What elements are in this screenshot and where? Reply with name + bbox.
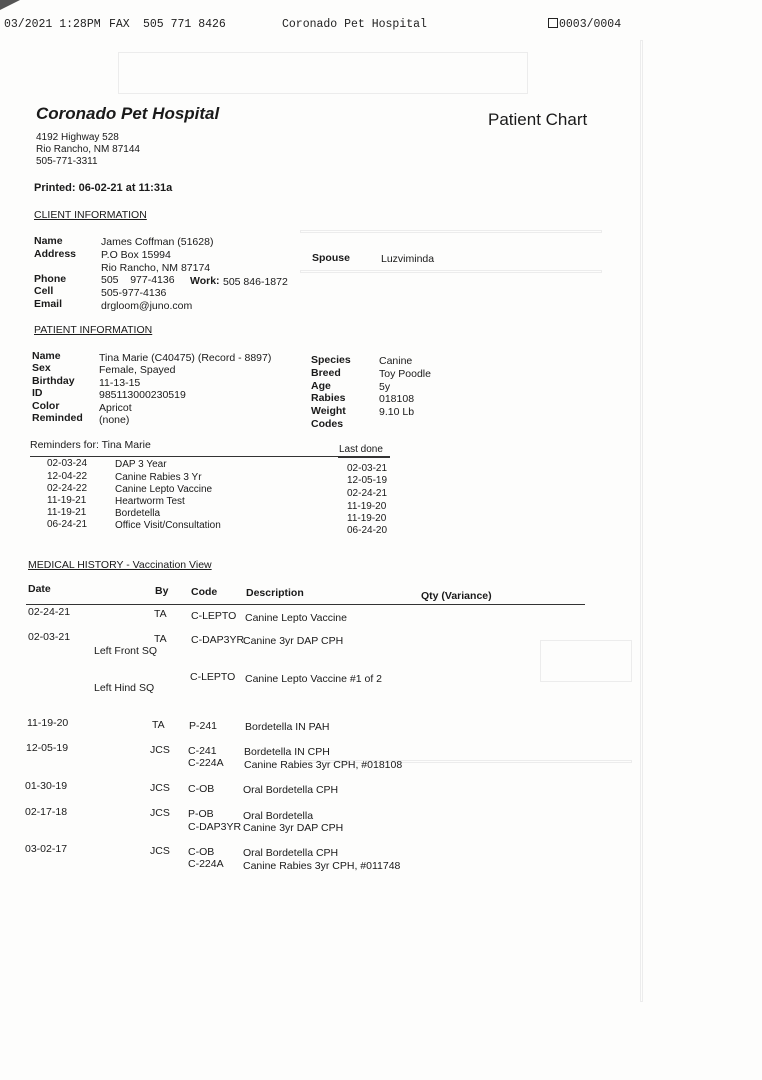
reminder-due: 12-04-22 bbox=[47, 471, 88, 482]
patient-label: Breed bbox=[311, 367, 341, 379]
history-site: Left Hind SQ bbox=[94, 682, 155, 694]
history-description: Oral Bordetella CPH bbox=[243, 847, 339, 859]
reminder-name: Canine Lepto Vaccine bbox=[115, 484, 213, 495]
history-header-by: By bbox=[155, 585, 169, 597]
history-header-code: Code bbox=[191, 586, 218, 598]
fax-label: FAX bbox=[109, 18, 130, 31]
history-code: P-241 bbox=[189, 720, 218, 732]
fax-page-counter bbox=[548, 18, 621, 31]
patient-id: 985113000230519 bbox=[99, 389, 186, 401]
history-description: Oral Bordetella bbox=[243, 810, 314, 822]
history-description: Canine 3yr DAP CPH bbox=[243, 635, 344, 647]
reminder-name: Canine Rabies 3 Yr bbox=[115, 472, 202, 483]
patient-age: 5y bbox=[379, 381, 391, 393]
patient-label: Weight bbox=[311, 405, 346, 417]
patient-birthday: 11-13-15 bbox=[99, 377, 141, 389]
client-email-label: Email bbox=[34, 298, 63, 310]
reminder-name: DAP 3 Year bbox=[115, 459, 167, 470]
history-by: JCS bbox=[150, 807, 170, 819]
reminder-due: 02-24-22 bbox=[47, 483, 88, 494]
spouse-label: Spouse bbox=[312, 252, 350, 264]
fax-page-counter-text: 0003/0004 bbox=[559, 18, 622, 31]
reminder-last-done: 11-19-20 bbox=[347, 513, 387, 524]
history-description: Canine Rabies 3yr CPH, #011748 bbox=[243, 860, 401, 872]
history-description: Bordetella IN CPH bbox=[244, 746, 330, 758]
reminder-last-done: 02-24-21 bbox=[347, 488, 388, 499]
reminder-name: Bordetella bbox=[115, 508, 161, 519]
history-by: TA bbox=[152, 719, 165, 731]
history-code: C-OB bbox=[188, 783, 215, 795]
hospital-city: Rio Rancho, NM 87144 bbox=[36, 144, 140, 155]
patient-label: ID bbox=[32, 387, 43, 399]
reminders-rule bbox=[30, 456, 390, 457]
history-header-qty: Qty (Variance) bbox=[421, 590, 492, 602]
hospital-name: Coronado Pet Hospital bbox=[36, 104, 220, 123]
client-address-line2: Rio Rancho, NM 87174 bbox=[101, 262, 211, 274]
patient-label: Species bbox=[311, 354, 351, 366]
patient-reminded: (none) bbox=[99, 414, 130, 426]
chart-title: Patient Chart bbox=[488, 110, 588, 129]
client-work-label: Work: bbox=[190, 275, 220, 287]
history-by: JCS bbox=[150, 744, 170, 756]
history-section-title: MEDICAL HISTORY - Vaccination View bbox=[28, 559, 212, 571]
history-date: 02-24-21 bbox=[28, 606, 71, 618]
client-phone-label: Phone bbox=[34, 273, 67, 285]
patient-label: Codes bbox=[311, 418, 344, 430]
patient-color: Apricot bbox=[99, 402, 132, 414]
reminders-last-done-header: Last done bbox=[339, 444, 383, 455]
history-code: C-DAP3YR bbox=[188, 821, 242, 833]
history-date: 12-05-19 bbox=[26, 742, 69, 754]
history-description: Canine Lepto Vaccine bbox=[245, 612, 347, 624]
history-description: Canine Lepto Vaccine #1 of 2 bbox=[245, 673, 382, 685]
reminders-title: Reminders for: Tina Marie bbox=[30, 439, 151, 451]
patient-breed: Toy Poodle bbox=[379, 368, 431, 380]
reminder-last-done: 12-05-19 bbox=[347, 475, 388, 486]
history-code: P-OB bbox=[188, 808, 214, 820]
reminder-due: 11-19-21 bbox=[47, 495, 87, 506]
patient-label: Reminded bbox=[32, 412, 83, 424]
history-code: C-LEPTO bbox=[191, 610, 237, 622]
patient-section-title: PATIENT INFORMATION bbox=[34, 324, 153, 336]
patient-label: Birthday bbox=[32, 375, 75, 387]
scan-corner bbox=[0, 0, 20, 10]
history-description: Canine 3yr DAP CPH bbox=[243, 822, 344, 834]
patient-label: Color bbox=[32, 400, 60, 412]
client-cell-label: Cell bbox=[34, 285, 54, 297]
patient-label: Sex bbox=[32, 362, 51, 374]
fax-sender: Coronado Pet Hospital bbox=[282, 18, 427, 31]
history-header-description: Description bbox=[246, 587, 304, 599]
client-address-line1: P.O Box 15994 bbox=[101, 249, 171, 261]
reminder-last-done: 06-24-20 bbox=[347, 525, 388, 536]
hospital-phone: 505-771-3311 bbox=[36, 156, 98, 167]
patient-weight: 9.10 Lb bbox=[379, 406, 415, 418]
history-code: C-224A bbox=[188, 858, 224, 870]
client-work-phone: 505 846-1872 bbox=[223, 276, 288, 288]
fax-timestamp: 03/2021 1:28PM bbox=[4, 18, 101, 31]
client-phone: 505 977-4136 bbox=[101, 274, 175, 286]
history-description: Oral Bordetella CPH bbox=[243, 784, 339, 796]
client-email: drgloom@juno.com bbox=[101, 300, 193, 312]
history-date: 02-17-18 bbox=[25, 806, 68, 818]
history-description: Bordetella IN PAH bbox=[245, 721, 330, 733]
reminder-last-done: 02-03-21 bbox=[347, 463, 388, 474]
reminder-due: 02-03-24 bbox=[47, 458, 88, 469]
reminder-last-done: 11-19-20 bbox=[347, 501, 387, 512]
reminders-last-done-rule bbox=[338, 456, 390, 458]
printed-date: Printed: 06-02-21 at 11:31a bbox=[34, 182, 173, 194]
patient-label: Rabies bbox=[311, 392, 346, 404]
client-name-label: Name bbox=[34, 235, 63, 247]
history-date: 03-02-17 bbox=[25, 843, 68, 855]
patient-species: Canine bbox=[379, 355, 413, 367]
history-by: JCS bbox=[150, 845, 170, 857]
patient-label: Name bbox=[32, 350, 61, 362]
history-by: JCS bbox=[150, 782, 170, 794]
fax-page-icon bbox=[548, 18, 558, 28]
hospital-street: 4192 Highway 528 bbox=[36, 132, 119, 143]
history-by: TA bbox=[154, 633, 167, 645]
history-header-rule bbox=[26, 604, 585, 605]
patient-rabies: 018108 bbox=[379, 393, 415, 405]
history-site: Left Front SQ bbox=[94, 645, 158, 657]
history-date: 01-30-19 bbox=[25, 780, 68, 792]
patient-sex: Female, Spayed bbox=[99, 364, 176, 376]
history-code: C-241 bbox=[188, 745, 217, 757]
reminder-name: Office Visit/Consultation bbox=[115, 520, 221, 531]
spouse-name: Luzviminda bbox=[381, 253, 435, 265]
reminder-due: 06-24-21 bbox=[47, 519, 88, 530]
history-by: TA bbox=[154, 608, 167, 620]
history-date: 02-03-21 bbox=[28, 631, 71, 643]
history-description: Canine Rabies 3yr CPH, #018108 bbox=[244, 759, 403, 771]
patient-label: Age bbox=[311, 380, 331, 392]
history-date: 11-19-20 bbox=[27, 717, 69, 729]
client-section-title: CLIENT INFORMATION bbox=[34, 209, 147, 221]
history-header-date: Date bbox=[28, 583, 51, 595]
history-code: C-224A bbox=[188, 757, 224, 769]
history-code: C-DAP3YR bbox=[191, 634, 245, 646]
history-code: C-OB bbox=[188, 846, 215, 858]
reminder-name: Heartworm Test bbox=[115, 496, 185, 507]
client-address-label: Address bbox=[34, 248, 77, 260]
client-cell: 505-977-4136 bbox=[101, 287, 167, 299]
fax-number: 505 771 8426 bbox=[143, 18, 226, 31]
history-code: C-LEPTO bbox=[190, 671, 236, 683]
reminder-due: 11-19-21 bbox=[47, 507, 87, 518]
patient-name: Tina Marie (C40475) (Record - 8897) bbox=[99, 352, 272, 364]
client-name: James Coffman (51628) bbox=[101, 236, 214, 248]
